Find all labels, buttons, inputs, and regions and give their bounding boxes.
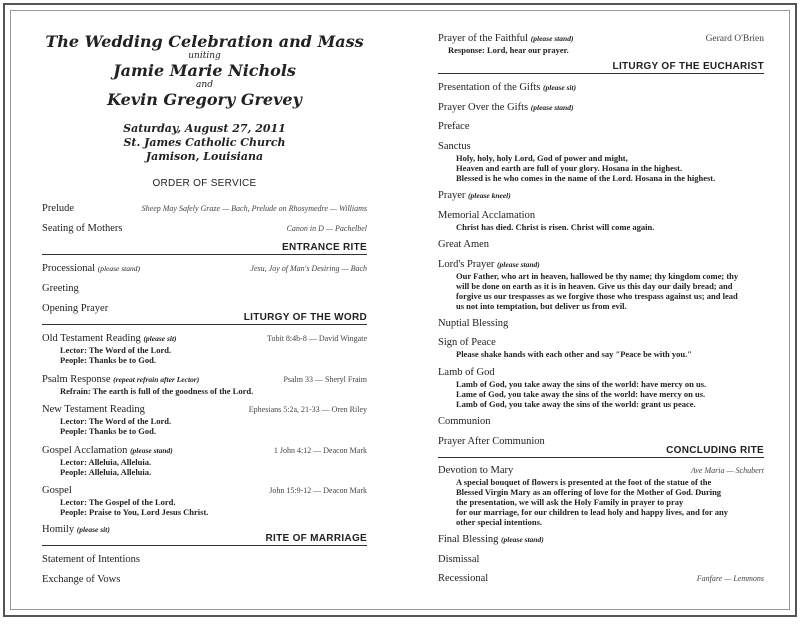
item-name: Prayer bbox=[438, 190, 466, 201]
item-note: (please stand) bbox=[530, 103, 574, 112]
text-line: Lamb of God, you take away the sins of the world: have mercy on us. bbox=[456, 379, 707, 389]
item-note: (please stand) bbox=[130, 446, 173, 455]
response-line: People: Thanks be to God. bbox=[60, 426, 156, 436]
and-text: and bbox=[196, 80, 213, 90]
text-line: Lamb of God, you take away the sins of the world: grant us peace. bbox=[456, 399, 696, 409]
devotion-block bbox=[438, 465, 764, 527]
preface-row: Preface bbox=[438, 121, 470, 132]
gospel-block bbox=[42, 485, 367, 517]
item-attribution: Fanfare — Lemmons bbox=[696, 574, 764, 583]
order-heading: ORDER OF SERVICE bbox=[152, 178, 257, 189]
item-attribution: Canon in D — Pachelbel bbox=[286, 224, 367, 233]
response-line: Response: Lord, hear our prayer. bbox=[448, 45, 569, 55]
nt-reading-block bbox=[42, 404, 367, 436]
lamb-block bbox=[438, 367, 764, 409]
gifts-row bbox=[438, 82, 764, 94]
response-line: Lector: The Word of the Lord. bbox=[60, 416, 172, 426]
response-line: Lector: The Gospel of the Lord. bbox=[60, 497, 176, 507]
event-church: St. James Catholic Church bbox=[123, 136, 286, 149]
item-name: Lord's Prayer bbox=[438, 259, 495, 270]
text-line: us not into temptation, but deliver us from evil. bbox=[456, 301, 627, 311]
item-name: Sanctus bbox=[438, 141, 471, 152]
item-name: Psalm Response bbox=[42, 374, 111, 385]
item-name: Seating of Mothers bbox=[42, 223, 123, 234]
communion-row: Communion bbox=[438, 416, 491, 427]
section-concluding-rite: CONCLUDING RITE bbox=[438, 445, 764, 458]
item-note: (please sit) bbox=[542, 83, 577, 92]
text-line: Blessed Virgin Mary as an offering of love for the Mother of God. During bbox=[456, 487, 722, 497]
response-line: People: Praise to You, Lord Jesus Christ. bbox=[60, 507, 209, 517]
text-line: Lame of God, you take away the sins of the world: have mercy on us. bbox=[456, 389, 706, 399]
gospel-acclamation-block bbox=[42, 445, 367, 477]
text-line: Blessed is he who comes in the name of the Lord. Hosana in the highest. bbox=[456, 173, 716, 183]
item-name: Recessional bbox=[438, 573, 489, 584]
after-communion-row: Prayer After Communion bbox=[438, 436, 545, 447]
text-line: Christ has died. Christ is risen. Christ will come again. bbox=[456, 222, 655, 232]
peace-block bbox=[438, 337, 764, 359]
item-attribution: Jesu, Joy of Man's Desiring — Bach bbox=[250, 264, 367, 273]
section-entrance-rite: ENTRANCE RITE bbox=[42, 242, 367, 255]
section-liturgy-eucharist: LITURGY OF THE EUCHARIST bbox=[438, 61, 764, 74]
response-line: Lector: Alleluia, Alleluia. bbox=[60, 457, 152, 467]
uniting-text: uniting bbox=[188, 51, 221, 61]
prayer-row bbox=[438, 190, 764, 202]
dismissal-row: Dismissal bbox=[438, 554, 480, 565]
bride-name: Jamie Marie Nichols bbox=[113, 61, 296, 80]
text-line: for our marriage, for our children to lead holy and happy lives, and for any bbox=[456, 507, 729, 517]
item-attribution: Ave Maria — Schubert bbox=[690, 466, 764, 475]
text-line: A special bouquet of flowers is presented at the foot of the statue of the bbox=[456, 477, 712, 487]
text-line: Heaven and earth are full of your glory. Hosana in the highest. bbox=[456, 163, 683, 173]
event-details bbox=[42, 122, 367, 164]
item-name: Sign of Peace bbox=[438, 337, 496, 348]
item-name: Gospel Acclamation bbox=[42, 445, 128, 456]
ot-reading-block bbox=[42, 333, 367, 365]
item-note: (please sit) bbox=[76, 525, 110, 534]
response-line: Refrain: The earth is full of the goodness of the Lord. bbox=[60, 386, 254, 396]
item-attribution: Tobit 8:4b-8 — David Wingate bbox=[267, 334, 367, 343]
recessional-row bbox=[438, 573, 764, 585]
item-name: Presentation of the Gifts bbox=[438, 82, 541, 93]
vows-row: Exchange of Vows bbox=[42, 574, 121, 585]
intentions-row: Statement of Intentions bbox=[42, 554, 140, 565]
groom-name: Kevin Gregory Grevey bbox=[107, 90, 302, 109]
opening-prayer-row: Opening Prayer bbox=[42, 303, 109, 314]
section-liturgy-word: LITURGY OF THE WORD bbox=[42, 312, 367, 325]
item-name: Old Testament Reading bbox=[42, 333, 141, 344]
processional-row bbox=[42, 263, 367, 275]
program-title: The Wedding Celebration and Mass bbox=[45, 32, 364, 51]
item-attribution: Psalm 33 — Sheryl Fraim bbox=[283, 375, 367, 384]
item-attribution: Ephesians 5:2a, 21-33 — Oren Riley bbox=[248, 405, 367, 414]
greeting-row: Greeting bbox=[42, 283, 79, 294]
event-location: Jamison, Louisiana bbox=[145, 150, 264, 163]
final-blessing-row bbox=[438, 534, 764, 546]
item-attribution: 1 John 4:12 — Deacon Mark bbox=[273, 446, 367, 455]
memorial-block bbox=[438, 210, 764, 232]
response-line: People: Thanks be to God. bbox=[60, 355, 156, 365]
item-attribution: Gerard O'Brien bbox=[705, 34, 764, 44]
item-name: Final Blessing bbox=[438, 534, 499, 545]
item-name: Prelude bbox=[42, 203, 75, 214]
item-name: Memorial Acclamation bbox=[438, 210, 536, 221]
item-note: (please stand) bbox=[530, 34, 574, 43]
item-name: New Testament Reading bbox=[42, 404, 145, 415]
seating-row bbox=[42, 223, 367, 235]
response-line: People: Alleluia, Alleluia. bbox=[60, 467, 152, 477]
over-gifts-row bbox=[438, 102, 764, 114]
response-line: Lector: The Word of the Lord. bbox=[60, 345, 172, 355]
item-note: (please kneel) bbox=[468, 191, 511, 200]
text-line: will be done on earth as it is in heaven. Give us this day our daily bread; and bbox=[456, 281, 733, 291]
item-name: Homily bbox=[42, 524, 75, 535]
item-note: (please stand) bbox=[501, 535, 544, 544]
prayer-faithful-block bbox=[438, 33, 764, 55]
item-note: (please stand) bbox=[97, 264, 140, 273]
item-name: Devotion to Mary bbox=[438, 465, 514, 476]
item-name: Gospel bbox=[42, 485, 72, 496]
text-line: forgive us our trespasses as we forgive those who trespass against us; and lead bbox=[456, 291, 738, 301]
item-name: Prayer of the Faithful bbox=[438, 33, 529, 44]
item-note: (please sit) bbox=[143, 334, 177, 343]
left-page bbox=[42, 0, 367, 585]
item-note: (please stand) bbox=[497, 260, 540, 269]
event-date: Saturday, August 27, 2011 bbox=[123, 122, 286, 135]
prelude-row bbox=[42, 203, 367, 215]
text-line: the presentation, we will ask the Holy Family in prayer to pray bbox=[456, 497, 684, 507]
text-line: Holy, holy, holy Lord, God of power and might, bbox=[456, 153, 628, 163]
title-block bbox=[42, 32, 367, 189]
sanctus-block bbox=[438, 141, 764, 183]
item-note: (repeat refrain after Lector) bbox=[113, 375, 200, 384]
text-line: Please shake hands with each other and say "Peace be with you." bbox=[456, 349, 692, 359]
item-name: Processional bbox=[42, 263, 96, 274]
section-rite-marriage: RITE OF MARRIAGE bbox=[42, 533, 367, 546]
text-line: Our Father, who art in heaven, hallowed be thy name; thy kingdom come; thy bbox=[456, 271, 739, 281]
item-name: Lamb of God bbox=[438, 367, 495, 378]
text-line: other special intentions. bbox=[456, 517, 543, 527]
item-attribution: John 15:9-12 — Deacon Mark bbox=[269, 486, 367, 495]
item-attribution: Sheep May Safely Graze — Bach, Prelude on Rhosymedre — Williams bbox=[141, 204, 367, 213]
nuptial-row: Nuptial Blessing bbox=[438, 318, 509, 329]
lords-prayer-block bbox=[438, 259, 764, 311]
amen-row: Great Amen bbox=[438, 239, 490, 250]
psalm-block bbox=[42, 374, 367, 396]
item-name: Prayer Over the Gifts bbox=[438, 102, 529, 113]
